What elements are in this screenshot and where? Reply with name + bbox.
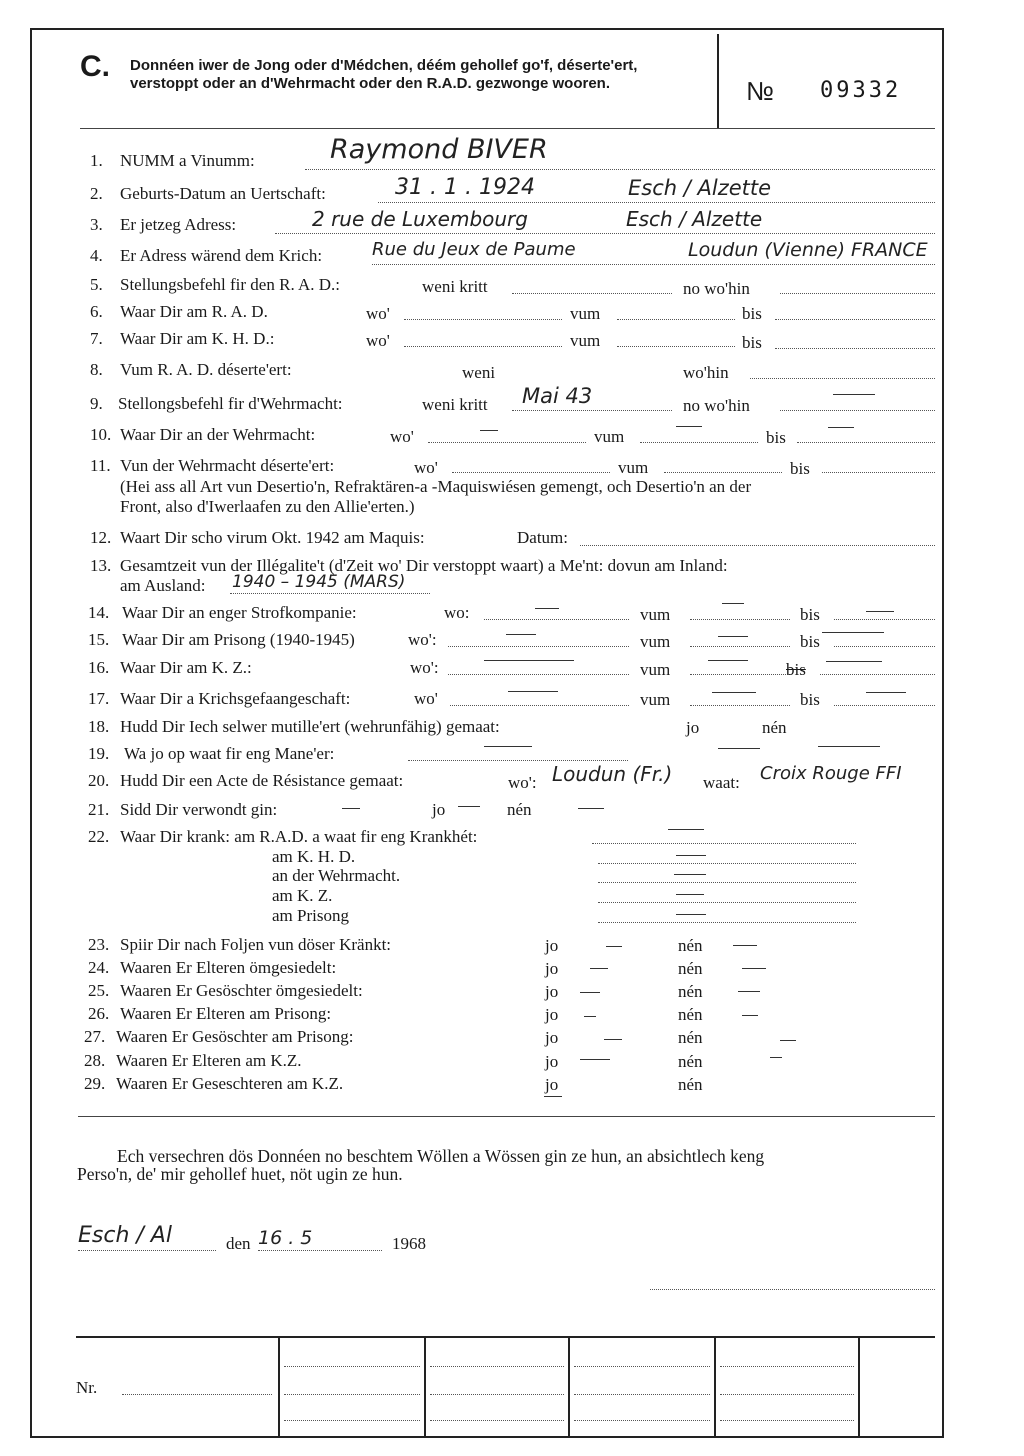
abroad-value: 1940 – 1945 (MARS) xyxy=(232,572,406,592)
field-num: 8. xyxy=(90,360,103,379)
signature-date-value: 16 . 5 xyxy=(258,1227,313,1249)
field-num: 4. xyxy=(90,246,103,265)
illness-effects-label: Spiir Dir nach Foljen vun döser Kränkt: xyxy=(120,935,392,954)
field-num: 24. xyxy=(88,958,110,977)
fill-line xyxy=(512,410,672,411)
field-num: 12. xyxy=(90,528,112,547)
number-sign: № xyxy=(746,76,774,106)
pow-label: Waar Dir a Krichsgefaangeschaft: xyxy=(120,689,351,708)
to-label: bis xyxy=(800,632,820,651)
fill-line xyxy=(598,863,856,864)
blank-dash xyxy=(676,855,706,856)
kz-label: Waar Dir am K. Z.: xyxy=(120,658,252,677)
fill-line xyxy=(78,1250,216,1251)
declaration-line-1: Ech versechren dös Donnéen no beschtem Wöllen a Wössen gin ze hun, an absichtlech keng xyxy=(117,1146,765,1166)
header-divider xyxy=(717,34,719,128)
siblings-kz-label: Waaren Er Geseschteren am K.Z. xyxy=(116,1074,344,1093)
blank-dash xyxy=(484,660,574,661)
fill-line xyxy=(404,346,562,347)
blank-dash xyxy=(676,914,706,915)
to-label: bis xyxy=(790,459,810,478)
fill-line xyxy=(598,922,856,923)
fill-line xyxy=(258,1250,382,1251)
field-num: 7. xyxy=(90,329,103,348)
blank-dash xyxy=(458,806,480,807)
fill-line xyxy=(408,760,628,761)
abroad-label: am Ausland: xyxy=(120,576,206,595)
footer-divider xyxy=(714,1336,716,1436)
fill-line xyxy=(617,319,735,320)
where-label: wo': xyxy=(508,773,537,792)
yes-label: jo xyxy=(686,718,700,737)
siblings-prison-label: Waaren Er Gesöschter am Prisong: xyxy=(116,1027,354,1046)
yes-label: jo xyxy=(545,982,559,1001)
blank-dash xyxy=(738,991,760,992)
penal-company-label: Waar Dir an enger Strofkompanie: xyxy=(122,603,357,622)
self-mutilation-label: Hudd Dir Iech selwer mutille'ert (wehrunfähig) gemaat: xyxy=(120,717,500,736)
fill-line xyxy=(750,378,935,379)
what-label: waat: xyxy=(703,773,740,792)
footer-top-rule xyxy=(76,1336,935,1338)
field-num: 26. xyxy=(88,1004,110,1023)
blank-dash xyxy=(606,946,622,947)
illegality-label: Gesamtzeit vun der Illégalite't (d'Zeit wo' Dir verstoppt waart) a Me'nt: dovun am Inland: xyxy=(120,556,728,575)
field-num: 3. xyxy=(90,215,103,234)
no-label: nén xyxy=(678,936,703,955)
blank-dash xyxy=(508,691,558,692)
fill-line xyxy=(428,442,586,443)
field-num: 6. xyxy=(90,302,103,321)
from-label: vum xyxy=(640,605,671,624)
war-address-value: Rue du Jeux de Paume xyxy=(372,239,576,260)
where-label: wo' xyxy=(366,331,390,350)
to-label: bis xyxy=(800,690,820,709)
blank-dash xyxy=(742,1015,758,1016)
field-num: 5. xyxy=(90,275,103,294)
field-num: 23. xyxy=(88,935,110,954)
blank-dash xyxy=(604,1039,622,1040)
from-label: vum xyxy=(570,331,601,350)
khd-label: Waar Dir am K. H. D.: xyxy=(120,329,275,348)
when-label: weni xyxy=(462,363,496,382)
yes-label: jo xyxy=(545,1005,559,1024)
fill-line xyxy=(690,674,790,675)
fill-line xyxy=(452,472,610,473)
name-label: NUMM a Vinumm: xyxy=(120,151,255,170)
no-label: nén xyxy=(678,1052,703,1071)
desertion-note-2: Front, also d'Iwerlaafen zu den Allie'erten.) xyxy=(120,497,415,516)
fill-line xyxy=(574,1366,710,1367)
blank-dash xyxy=(866,611,894,612)
blank-dash xyxy=(712,692,756,693)
blank-dash xyxy=(718,636,748,637)
den-label: den xyxy=(226,1234,251,1253)
field-num: 29. xyxy=(84,1074,106,1093)
blank-dash xyxy=(535,608,559,609)
blank-dash xyxy=(544,1096,562,1097)
field-num: 17. xyxy=(88,689,110,708)
to-label: bis xyxy=(742,304,762,323)
blank-dash xyxy=(833,394,875,395)
field-num: 27. xyxy=(84,1027,106,1046)
war-address-label: Er Adress wärend dem Krich: xyxy=(120,246,323,265)
no-label: nén xyxy=(678,982,703,1001)
yes-label: jo xyxy=(545,1052,559,1071)
fill-line xyxy=(820,674,935,675)
blank-dash xyxy=(590,968,608,969)
wounded-label: Sidd Dir verwondt gin: xyxy=(120,800,278,819)
fill-line xyxy=(690,646,790,647)
from-label: vum xyxy=(640,632,671,651)
resistance-act-value: Croix Rouge FFI xyxy=(760,763,902,784)
section-rule xyxy=(78,1116,935,1117)
blank-dash xyxy=(578,808,604,809)
fill-line xyxy=(720,1366,854,1367)
no-label: nén xyxy=(678,959,703,978)
fill-line xyxy=(430,1366,564,1367)
blank-dash xyxy=(828,427,854,428)
field-num: 1. xyxy=(90,151,103,170)
fill-line xyxy=(430,1420,564,1421)
birth-line xyxy=(378,202,935,203)
where-label: wo' xyxy=(366,304,390,323)
fill-line xyxy=(720,1394,854,1395)
birth-label: Geburts-Datum an Uertschaft: xyxy=(120,184,326,203)
fill-line xyxy=(284,1394,420,1395)
address-line xyxy=(275,233,935,234)
fill-line xyxy=(664,472,782,473)
blank-dash xyxy=(722,603,744,604)
resistance-place-value: Loudun (Fr.) xyxy=(552,762,673,786)
from-label: vum xyxy=(640,660,671,679)
to-label: bis xyxy=(786,660,806,679)
address-city-value: Esch / Alzette xyxy=(626,207,763,231)
footer-divider xyxy=(278,1336,280,1436)
wehrmacht-label: Waar Dir an der Wehrmacht: xyxy=(120,425,316,444)
fill-line xyxy=(834,646,935,647)
fill-line xyxy=(122,1394,272,1395)
birth-place-value: Esch / Alzette xyxy=(628,176,772,200)
fill-line xyxy=(775,348,935,349)
war-address-city-value: Loudun (Vienne) FRANCE xyxy=(688,239,928,261)
no-label: nén xyxy=(762,718,787,737)
no-label: nén xyxy=(678,1075,703,1094)
blank-dash xyxy=(480,430,498,431)
header-rule xyxy=(80,128,935,129)
wehrmacht-order-label: Stellongsbefehl fir d'Wehrmacht: xyxy=(118,394,343,413)
field-num: 9. xyxy=(90,394,103,413)
blank-dash xyxy=(580,1059,610,1060)
fill-line xyxy=(574,1420,710,1421)
nr-label: Nr. xyxy=(76,1378,98,1397)
birth-date-value: 31 . 1 . 1924 xyxy=(395,175,535,200)
parents-prison-label: Waaren Er Elteren am Prisong: xyxy=(120,1004,332,1023)
blank-dash xyxy=(708,660,748,661)
to-label: bis xyxy=(742,333,762,352)
where-to-label: wo'hin xyxy=(683,363,729,382)
signature-line xyxy=(650,1289,935,1290)
blank-dash xyxy=(718,748,760,749)
yes-label: jo xyxy=(545,936,559,955)
where-label: wo' xyxy=(414,689,438,708)
blank-dash xyxy=(342,808,360,809)
illness-sub-kz: am K. Z. xyxy=(272,886,333,905)
date-label: Datum: xyxy=(517,528,568,547)
blank-dash xyxy=(780,1040,796,1041)
illness-sub-prison: am Prisong xyxy=(272,906,349,925)
where-to-label: no wo'hin xyxy=(683,279,750,298)
war-address-line xyxy=(372,264,935,265)
to-label: bis xyxy=(766,428,786,447)
fill-line xyxy=(404,319,562,320)
yes-label: jo xyxy=(545,1075,559,1094)
address-value: 2 rue de Luxembourg xyxy=(312,207,528,231)
parents-kz-label: Waaren Er Elteren am K.Z. xyxy=(116,1051,302,1070)
fill-line xyxy=(780,410,935,411)
blank-dash xyxy=(484,746,532,747)
blank-dash xyxy=(826,661,882,662)
fill-line xyxy=(430,1394,564,1395)
field-num: 2. xyxy=(90,184,103,203)
to-label: bis xyxy=(800,605,820,624)
blank-dash xyxy=(676,426,702,427)
from-label: vum xyxy=(640,690,671,709)
fill-line xyxy=(450,705,629,706)
field-num: 20. xyxy=(88,771,110,790)
field-num: 19. xyxy=(88,744,110,763)
fill-line xyxy=(834,705,935,706)
no-label: nén xyxy=(678,1028,703,1047)
field-num: 21. xyxy=(88,800,110,819)
fill-line xyxy=(720,1420,854,1421)
fill-line xyxy=(598,902,856,903)
wehrmacht-order-value: Mai 43 xyxy=(522,384,593,408)
fill-line xyxy=(284,1420,420,1421)
from-label: vum xyxy=(594,427,625,446)
blank-dash xyxy=(733,945,757,946)
rad-label: Waar Dir am R. A. D. xyxy=(120,302,268,321)
footer-divider xyxy=(568,1336,570,1436)
blank-dash xyxy=(818,746,880,747)
where-to-label: no wo'hin xyxy=(683,396,750,415)
blank-dash xyxy=(674,874,706,875)
yes-label: jo xyxy=(545,1028,559,1047)
blank-dash xyxy=(742,968,766,969)
name-value: Raymond BIVER xyxy=(330,134,548,165)
fill-line xyxy=(512,293,672,294)
field-num: 14. xyxy=(88,603,110,622)
fill-line xyxy=(284,1366,420,1367)
fill-line xyxy=(640,442,758,443)
fill-line xyxy=(690,705,790,706)
resistance-label: Hudd Dir een Acte de Résistance gemaat: xyxy=(120,771,404,790)
fill-line xyxy=(775,319,935,320)
yes-label: jo xyxy=(432,800,446,819)
where-label: wo' xyxy=(390,427,414,446)
fill-line xyxy=(448,646,629,647)
footer-divider xyxy=(858,1336,860,1436)
manner-label: Wa jo op waat fir eng Mane'er: xyxy=(124,744,335,763)
prison-label: Waar Dir am Prisong (1940-1945) xyxy=(122,630,355,649)
field-num: 13. xyxy=(90,556,112,575)
fill-line xyxy=(690,619,790,620)
rad-desert-label: Vum R. A. D. déserte'ert: xyxy=(120,360,292,379)
field-num: 10. xyxy=(90,425,112,444)
fill-line xyxy=(574,1394,710,1395)
fill-line xyxy=(617,346,735,347)
field-num: 11. xyxy=(90,456,111,475)
maquis-label: Waart Dir scho virum Okt. 1942 am Maquis: xyxy=(120,528,425,547)
blank-dash xyxy=(506,634,536,635)
signature-year: 1968 xyxy=(392,1234,426,1253)
form-number: 09332 xyxy=(820,78,902,103)
illness-sub-khd: am K. H. D. xyxy=(272,847,356,866)
where-label: wo: xyxy=(444,603,470,622)
field-num: 15. xyxy=(88,630,110,649)
blank-dash xyxy=(580,992,600,993)
wehrmacht-desert-label: Vun der Wehrmacht déserte'ert: xyxy=(120,456,335,475)
blank-dash xyxy=(866,692,906,693)
signature-place-value: Esch / Al xyxy=(78,1223,172,1248)
fill-line xyxy=(580,545,935,546)
illness-label: Waar Dir krank: am R.A.D. a waat fir eng Krankhét: xyxy=(120,827,478,846)
blank-dash xyxy=(584,1016,596,1017)
field-num: 16. xyxy=(88,658,110,677)
yes-label: jo xyxy=(545,959,559,978)
desertion-note: (Hei ass all Art vun Desertio'n, Refraktären-a -Maquiswiésen gemengt, och Desertio'n an der xyxy=(120,477,752,496)
field-num: 22. xyxy=(88,827,110,846)
fill-line xyxy=(822,472,935,473)
no-label: nén xyxy=(507,800,532,819)
where-label: wo': xyxy=(410,658,439,677)
fill-line xyxy=(780,293,935,294)
name-line xyxy=(305,169,935,170)
siblings-resettled-label: Waaren Er Gesöschter ömgesiedelt: xyxy=(120,981,363,1000)
where-label: wo': xyxy=(408,630,437,649)
when-label: weni kritt xyxy=(422,395,488,414)
illness-sub-wehrmacht: an der Wehrmacht. xyxy=(272,866,401,885)
from-label: vum xyxy=(570,304,601,323)
fill-line xyxy=(484,619,629,620)
footer-divider xyxy=(424,1336,426,1436)
form-description: Donnéen iwer de Jong oder d'Médchen, déém gehollef go'f, déserte'ert, verstoppt oder an d'Wehrmacht oder den R.A.D. gezwonge wooren. xyxy=(130,57,638,92)
fill-line xyxy=(797,442,935,443)
parents-resettled-label: Waaren Er Elteren ömgesiedelt: xyxy=(120,958,337,977)
fill-line xyxy=(834,619,935,620)
no-label: nén xyxy=(678,1005,703,1024)
from-label: vum xyxy=(618,458,649,477)
where-label: wo' xyxy=(414,458,438,477)
blank-dash xyxy=(676,894,704,895)
address-label: Er jetzeg Adress: xyxy=(120,215,237,234)
rad-order-label: Stellungsbefehl fir den R. A. D.: xyxy=(120,275,341,294)
field-num: 18. xyxy=(88,717,110,736)
blank-dash xyxy=(770,1057,782,1058)
fill-line xyxy=(448,674,629,675)
fill-line xyxy=(598,882,856,883)
field-num: 25. xyxy=(88,981,110,1000)
field-num: 28. xyxy=(84,1051,106,1070)
blank-dash xyxy=(668,829,704,830)
declaration-line-2: Perso'n, de' mir gehollef huet, nöt ugin ze hun. xyxy=(77,1164,403,1184)
form-section-letter: C. xyxy=(80,50,110,83)
when-label: weni kritt xyxy=(422,277,488,296)
fill-line xyxy=(592,843,856,844)
blank-dash xyxy=(822,632,884,633)
